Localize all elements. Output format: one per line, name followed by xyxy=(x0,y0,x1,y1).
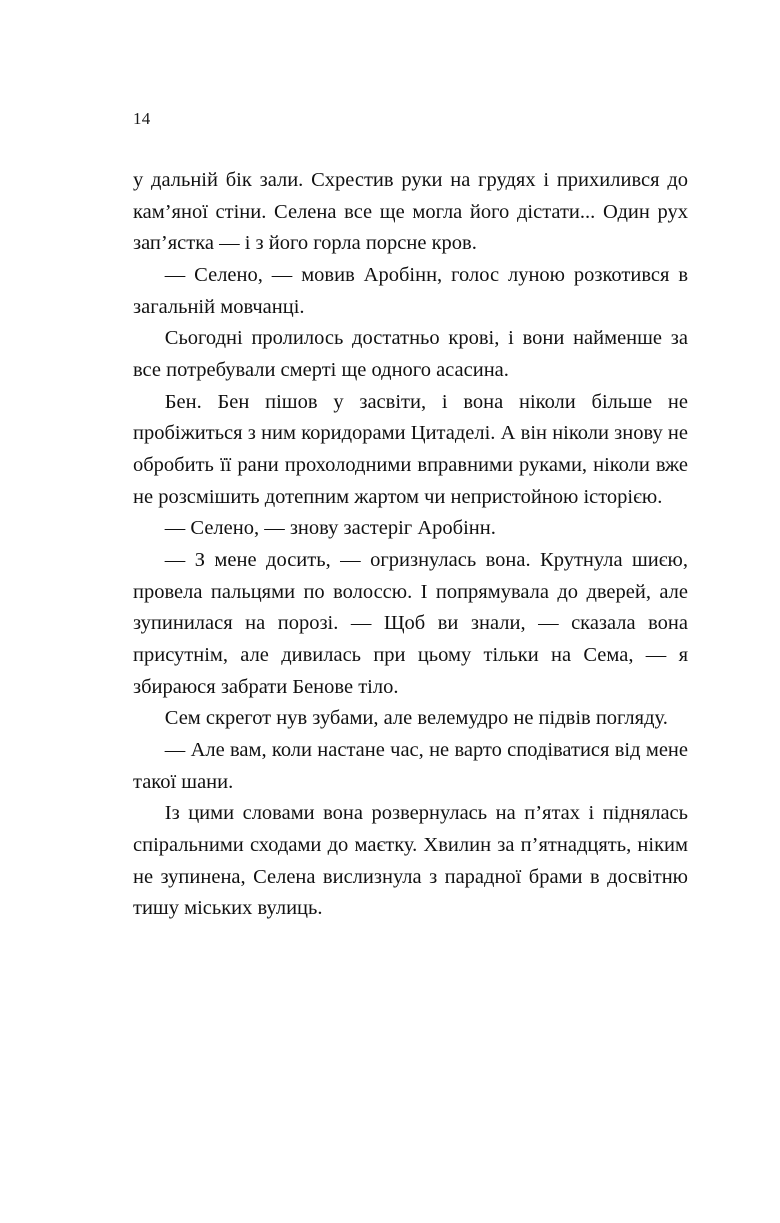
paragraph: — Селено, — мовив Аробінн, голос луною розкотився в загальній мовчанці. xyxy=(133,264,688,318)
paragraph: — Селено, — знову застеріг Аробінн. xyxy=(164,517,496,540)
paragraph: — Але вам, коли настане час, не варто сподіватися від мене такої шани. xyxy=(133,739,688,793)
paragraph: — З мене досить, — огризнулась вона. Крутнула шиєю, провела пальцями по волоссю. І попрямувала до дверей, але зупинилася на порозі. — Щоб ви знали, — сказала вона присутнім, але дивилась при цьому тільки на Сема, — я збираюся забрати Бенове тіло. xyxy=(133,549,688,698)
paragraph: Бен. Бен пішов у засвіти, і вона ніколи більше не пробіжиться з ним коридорами Цитаделі. А він ніколи знову не обробить її рани прохолодними вправними руками, ніколи вже не розсмішить дотепним жартом чи непристойною історією. xyxy=(133,390,688,508)
paragraph: у дальній бік зали. Схрестив руки на грудях і прихилився до кам’яної стіни. Селена все ще могла його дістати... Один рух зап’ястка — і з його горла порсне кров. xyxy=(133,169,688,255)
page-body xyxy=(133,165,688,925)
page-number: 14 xyxy=(133,109,151,128)
paragraph: Із цими словами вона розвернулась на п’ятах і піднялась спіральними сходами до маєтку. Хвилин за п’ятнадцять, ніким не зупинена, Селена вислизнула з парадної брами в досвітню тишу міських вулиць. xyxy=(133,802,688,920)
paragraph: Сьогодні пролилось достатньо крові, і вони найменше за все потребували смерті ще одного асасина. xyxy=(133,327,688,382)
paragraph: Сем скрегот нув зубами, але велемудро не підвів погляду. xyxy=(164,707,668,730)
